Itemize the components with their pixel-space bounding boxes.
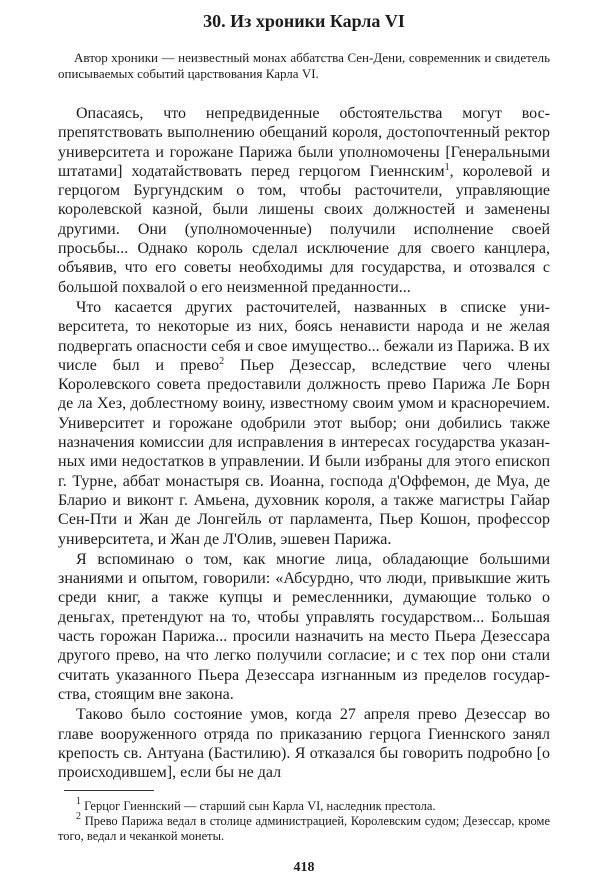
chapter-preface: Автор хроники — неизвестный монах аббатства Сен-Дени, современник и свидетель описываемых событий царствования Карла VI. xyxy=(58,50,550,81)
paragraph-2 xyxy=(58,298,550,549)
footnote-1 xyxy=(58,796,550,814)
paragraph-3 xyxy=(58,550,550,704)
footnotes xyxy=(58,796,550,844)
footnote-text: Герцог Гиеннский — старший сын Карла VI, наследник престола. xyxy=(81,799,436,814)
footnote-ref-2: 2 xyxy=(219,355,225,367)
paragraph-text: Опасаясь, что непредвиденные обстоятельства могут воспрепятствовать выполнению обещаний короля, достопочтенный ректор университета и горожане Парижа были уполномочены [Генеральными штатами] ходатайствовать перед герцогом Гиеннским xyxy=(58,105,550,180)
footnote-text: Прево Парижа ведал в столице администрацией, Королевским судом; Дезессар, кроме того, ведал и чеканкой монеты. xyxy=(58,814,550,844)
body-text xyxy=(58,104,550,782)
paragraph-text: Таково было состояние умов, когда 27 апреля прево Дезессар во главе вооруженного отряда по приказанию герцога Гиеннского занял крепость св. Антуана (Бастилию). Я отказался бы говорить подробно [о происходившем], если бы не дал xyxy=(58,706,550,782)
paragraph-text: Пьер Дезессар, вследствие чего члены Королевского совета предоставили должность прево Парижа Ле Борн де ла Хез, доблестному воину, известному своим умом и красноречием. Университет и горожане одобрили этот выбор; они добились также назначения комиссии для исправления в интересах государства указанных ими недостатков в управлении. И были избраны для этого епископ г. Турне, аббат монастыря св. Иоанна, господа д'Оффемон, де Муа, де Бларио и виконт г. Амьена, духовник короля, а также магистры Гайар Сен-Пти и Жан де Лонгейль от парламента, Пьер Кошон, профессор университета, и Жан де Л'Олив, эшевен Парижа. xyxy=(58,356,551,548)
paragraph-text: Что касается других расточителей, названных в списке университета, то некоторые из них, боясь ненависти народа и не желая подвергать опасности себя и свое имущество... бежали из Парижа. В их числе был и прево xyxy=(58,298,550,374)
paragraph-text: , королевой и герцогом Бургундским о том, чтобы расточители, управляющие королевской казной, были лишены своих должностей и заменены другими. Они (уполномоченные) получили исполнение своей просьбы... Однако король сделал исключение для своего канцлера, объявив, что его советы необходимы для государства, и отозвался с большой похвалой о его неизменной преданности... xyxy=(58,162,551,296)
paragraph-text: Я вспоминаю о том, как многие лица, обладающие большими знаниями и опытом, говорили: «Абсурдно, что люди, привыкшие жить среди книг, а также купцы и ремесленники, думающие только о деньгах, претендуют на то, чтобы управлять государством... Большая часть горожан Парижа... просили назначить на место Пьера Дезессара другого прево, на что легко получили согласие; и с тех пор они стали считать указанного Пьера Дезессара изгнанным из пределов государства, стоящим вне закона. xyxy=(58,550,550,703)
page-number: 418 xyxy=(293,860,315,876)
paragraph-1 xyxy=(58,104,550,297)
footnote-mark: 2 xyxy=(76,811,81,823)
footnote-divider xyxy=(64,790,154,791)
footnote-mark: 1 xyxy=(76,796,81,808)
book-page xyxy=(58,10,550,876)
paragraph-4 xyxy=(58,705,550,782)
chapter-title: 30. Из хроники Карла VI xyxy=(203,11,405,31)
footnote-2 xyxy=(58,811,550,844)
footnote-ref-1: 1 xyxy=(444,161,450,173)
